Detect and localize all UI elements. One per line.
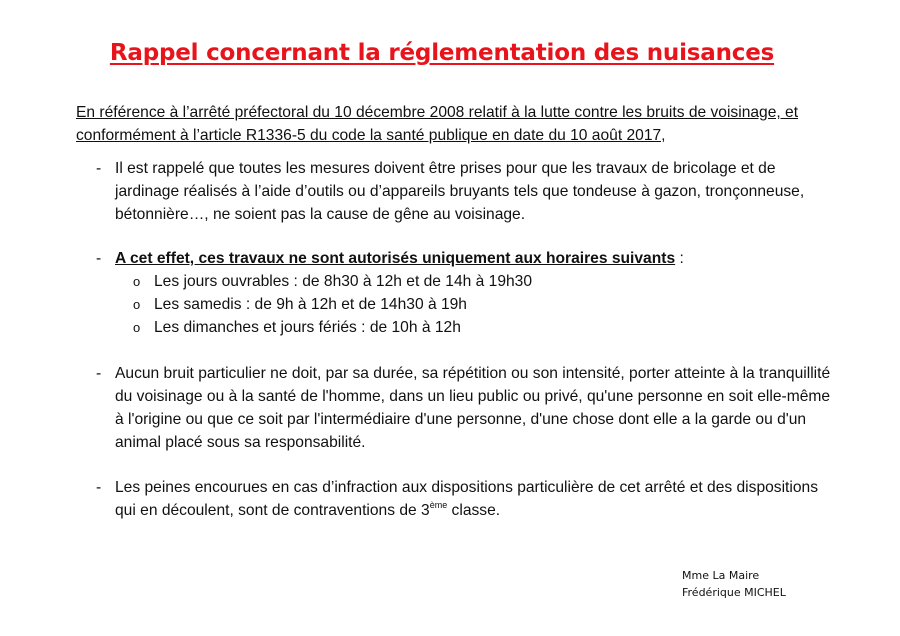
schedule-heading-suffix: :: [675, 250, 684, 267]
signature-block: [682, 567, 786, 601]
list-item: [96, 157, 836, 226]
list-item-text: Il est rappelé que toutes les mesures doivent être prises pour que les travaux de bricolage et de jardinage réalisés à l’aide d’outils ou d’appareils bruyants tels que tondeuse à gazon, tronçonneuse, bétonnière…, ne soient pas la cause de gêne au voisinage.: [115, 160, 805, 223]
list-item: [96, 362, 836, 454]
circle-bullet-icon: o: [133, 320, 141, 335]
ordinal-superscript: ème: [429, 500, 448, 510]
schedule-item-text: Les samedis : de 9h à 12h et de 14h30 à 19h: [154, 296, 467, 313]
schedule-list: [115, 270, 836, 339]
list-item-text: Aucun bruit particulier ne doit, par sa durée, sa répétition ou son intensité, porter atteinte à la tranquillité du voisinage ou à la santé de l'homme, dans un lieu public ou privé, qu'une personne en soit elle-même à l'origine ou que ce soit par l'intermédiaire d'une personne, d'une chose dont elle a la garde ou d'un animal placé sous sa responsabilité.: [115, 365, 831, 451]
signature-title: Mme La Maire: [682, 569, 760, 582]
schedule-item-text: Les jours ouvrables : de 8h30 à 12h et de 14h à 19h30: [154, 273, 533, 290]
schedule-item: [115, 270, 836, 293]
list-bullet: -: [96, 160, 102, 177]
circle-bullet-icon: o: [133, 297, 141, 312]
penalty-text: Les peines encourues en cas d’infraction aux dispositions particulière de cet arrêté et des dispositions qui en découlent, sont de contraventions de 3: [115, 479, 818, 519]
schedule-heading: A cet effet, ces travaux ne sont autorisés uniquement aux horaires suivants: [115, 250, 676, 267]
list-item: [96, 247, 836, 339]
signature-name: Frédérique MICHEL: [682, 586, 786, 599]
list-item: [96, 476, 836, 522]
list-item-text: [115, 476, 836, 522]
list-bullet: -: [96, 250, 102, 267]
intro-paragraph: En référence à l’arrêté préfectoral du 10 décembre 2008 relatif à la lutte contre les bruits de voisinage, et conformément à l’article R1336-5 du code la santé publique en date du 10 août 2017,: [76, 104, 799, 144]
list-bullet: -: [96, 365, 102, 382]
schedule-item: [115, 293, 836, 316]
schedule-block: [115, 247, 836, 339]
penalty-text-end: classe.: [447, 502, 501, 519]
circle-bullet-icon: o: [133, 274, 141, 289]
page-title: Rappel concernant la réglementation des nuisances: [109, 40, 775, 66]
schedule-item-text: Les dimanches et jours fériés : de 10h à 12h: [154, 319, 461, 336]
list-bullet: -: [96, 479, 102, 496]
schedule-item: [115, 316, 836, 339]
